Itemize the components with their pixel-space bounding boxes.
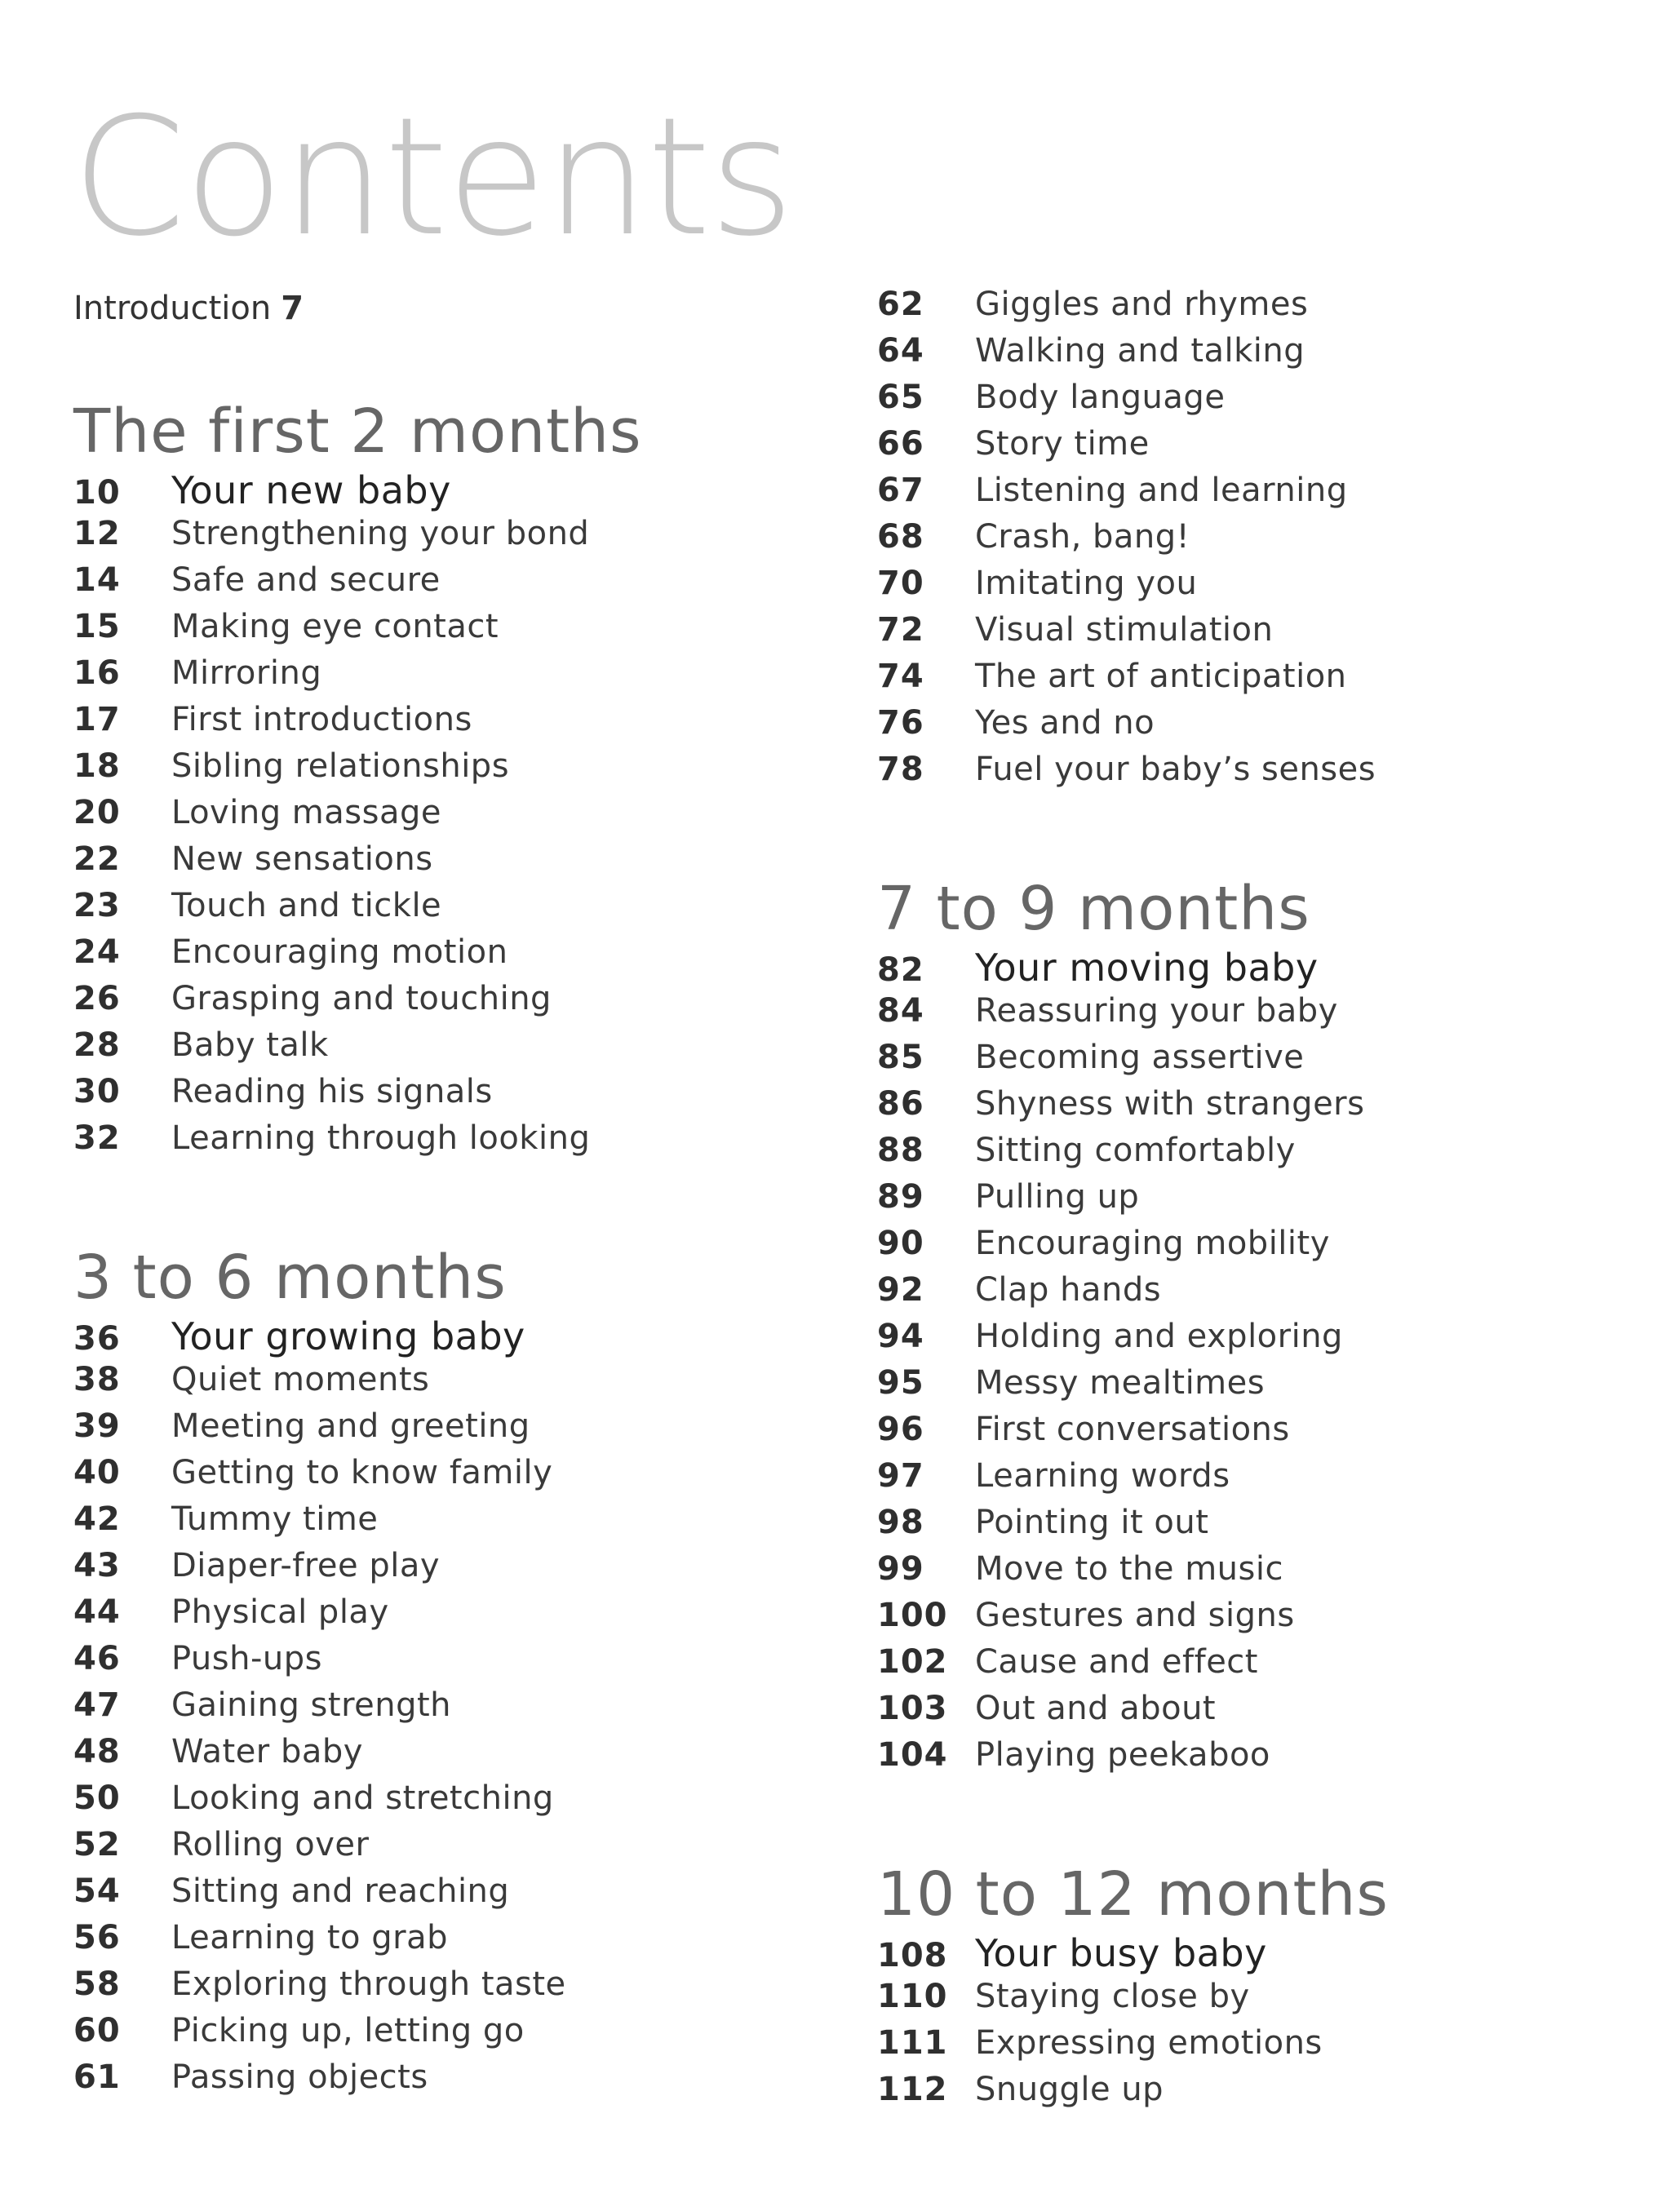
toc-page-number: 92 [877,1271,924,1309]
toc-entry-label: Giggles and rhymes [975,286,1309,323]
toc-page-number: 48 [73,1733,121,1770]
toc-entry-label: Water baby [171,1733,363,1770]
toc-entry[interactable] [73,747,840,794]
toc-entry[interactable] [877,1643,1644,1690]
toc-entry-label: Shyness with strangers [975,1085,1365,1123]
toc-entry[interactable] [73,561,840,608]
toc-entry[interactable] [877,1225,1644,1271]
toc-section [877,872,1644,1783]
toc-entry[interactable] [877,1597,1644,1643]
toc-page-number: 99 [877,1550,924,1588]
toc-entry-label: Encouraging mobility [975,1225,1330,1262]
toc-entry[interactable] [877,2024,1644,2071]
toc-page-number: 96 [877,1411,924,1448]
toc-page-number: 44 [73,1593,121,1631]
toc-entry-label: Walking and talking [975,332,1305,370]
toc-entry-label: Messy mealtimes [975,1364,1266,1402]
toc-entry-label: First introductions [171,701,472,738]
toc-entry[interactable] [73,1314,840,1361]
toc-entry[interactable] [877,1039,1644,1085]
toc-entry[interactable] [877,472,1644,518]
toc-entry-label: Sitting and reaching [171,1872,510,1910]
toc-page-number: 88 [877,1132,924,1169]
toc-entry[interactable] [73,1454,840,1500]
toc-entry-label: Exploring through taste [171,1965,566,2003]
toc-entry-label: Learning to grab [171,1919,448,1956]
toc-entry[interactable] [877,658,1644,704]
toc-page-number: 72 [877,611,924,649]
toc-page-number: 70 [877,565,924,602]
toc-entry[interactable] [73,1500,840,1547]
intro-entry[interactable] [73,287,304,330]
toc-entry-label: Clap hands [975,1271,1162,1309]
toc-section [877,286,1644,797]
toc-entry[interactable] [877,1132,1644,1178]
toc-lead-label: Your growing baby [171,1314,525,1358]
toc-page-number: 67 [877,472,924,509]
toc-page-number: 100 [877,1597,948,1634]
toc-entry[interactable] [73,608,840,654]
toc-entry[interactable] [877,1736,1644,1783]
toc-page-number: 38 [73,1361,121,1398]
toc-entry-label: Story time [975,425,1150,463]
toc-page-number: 24 [73,933,121,971]
toc-entry[interactable] [877,2071,1644,2117]
toc-page-number: 40 [73,1454,121,1491]
toc-entry-label: Reassuring your baby [975,992,1338,1030]
toc-entry-label: Loving massage [171,794,441,831]
toc-page-number: 66 [877,425,924,463]
toc-entry[interactable] [877,1364,1644,1411]
toc-entry-label: Touch and tickle [171,887,442,924]
toc-entry[interactable] [73,1919,840,1965]
toc-entry[interactable] [877,379,1644,425]
toc-page-number: 84 [877,992,924,1030]
toc-entry[interactable] [73,1073,840,1119]
page-title: Contents [72,82,793,273]
toc-entry-label: Holding and exploring [975,1318,1343,1355]
toc-entry[interactable] [877,751,1644,797]
toc-entry-label: Playing peekaboo [975,1736,1270,1774]
toc-entry-label: Becoming assertive [975,1039,1305,1076]
toc-entry-label: Move to the music [975,1550,1283,1588]
toc-page-number: 17 [73,701,121,738]
toc-entry-label: Push-ups [171,1640,322,1677]
toc-page-number: 65 [877,379,924,416]
toc-page-number: 108 [877,1937,948,1974]
toc-entry[interactable] [73,1965,840,2012]
toc-page-number: 36 [73,1320,121,1358]
toc-entry[interactable] [73,1361,840,1407]
toc-entry[interactable] [877,332,1644,379]
section-title: 3 to 6 months [73,1243,507,1313]
toc-entry-label: Reading his signals [171,1073,493,1110]
toc-entry-label: Pulling up [975,1178,1140,1216]
toc-entry-label: Gaining strength [171,1686,452,1724]
toc-entry-label: Learning through looking [171,1119,591,1157]
toc-entry[interactable] [73,1779,840,1826]
toc-page-number: 95 [877,1364,924,1402]
toc-page-number: 23 [73,887,121,924]
left-column [73,395,840,2105]
toc-entry[interactable] [73,2058,840,2105]
right-column [877,286,1644,2117]
toc-entry[interactable] [73,1119,840,1166]
toc-entry-label: Making eye contact [171,608,499,645]
toc-entry[interactable] [877,1085,1644,1132]
toc-page-number: 76 [877,704,924,742]
toc-entry-label: Baby talk [171,1026,329,1064]
toc-entry-label: Visual stimulation [975,611,1274,649]
toc-page-number: 50 [73,1779,121,1817]
toc-page-number: 47 [73,1686,121,1724]
toc-page-number: 61 [73,2058,121,2096]
toc-page-number: 39 [73,1407,121,1445]
toc-entry-label: Physical play [171,1593,389,1631]
toc-section [73,395,840,1166]
toc-page-number: 43 [73,1547,121,1584]
toc-entry-label: Rolling over [171,1826,370,1863]
section-title: 7 to 9 months [877,874,1310,944]
toc-entry[interactable] [73,468,840,515]
toc-entry[interactable] [877,1550,1644,1597]
toc-page-number: 32 [73,1119,121,1157]
toc-entry[interactable] [73,1640,840,1686]
toc-entry-label: Pointing it out [975,1504,1209,1541]
toc-page-number: 16 [73,654,121,692]
toc-entry-label: Quiet moments [171,1361,430,1398]
toc-page-number: 52 [73,1826,121,1863]
toc-page-number: 64 [877,332,924,370]
toc-entry-label: Grasping and touching [171,980,552,1017]
toc-entry-label: Tummy time [171,1500,379,1538]
toc-entry[interactable] [73,1593,840,1640]
toc-lead-label: Your new baby [171,468,451,512]
toc-entry-label: Passing objects [171,2058,428,2096]
toc-entry-label: First conversations [975,1411,1290,1448]
toc-entry-label: Fuel your baby’s senses [975,751,1376,788]
toc-entry[interactable] [877,1457,1644,1504]
toc-entry[interactable] [877,286,1644,332]
toc-entry[interactable] [73,654,840,701]
toc-page-number: 58 [73,1965,121,2003]
toc-entry[interactable] [877,1690,1644,1736]
section-title: 10 to 12 months [877,1859,1389,1930]
toc-entry-label: Safe and secure [171,561,441,599]
toc-entry[interactable] [73,515,840,561]
toc-entry[interactable] [877,1931,1644,1978]
toc-page-number: 78 [877,751,924,788]
toc-page-number: 42 [73,1500,121,1538]
toc-entry[interactable] [73,1407,840,1454]
toc-entry-label: Getting to know family [171,1454,553,1491]
toc-entry-label: Sitting comfortably [975,1132,1296,1169]
toc-entry-label: Expressing emotions [975,2024,1323,2062]
toc-entry[interactable] [877,425,1644,472]
toc-page-number: 15 [73,608,121,645]
toc-entry-label: Strengthening your bond [171,515,590,552]
toc-entry-label: Picking up, letting go [171,2012,525,2049]
toc-entry[interactable] [877,1504,1644,1550]
toc-page-number: 89 [877,1178,924,1216]
toc-page-number: 12 [73,515,121,552]
toc-entry[interactable] [73,701,840,747]
toc-page-number: 85 [877,1039,924,1076]
toc-page-number: 86 [877,1085,924,1123]
toc-entry[interactable] [877,1978,1644,2024]
toc-entry-label: Staying close by [975,1978,1250,2015]
toc-entry[interactable] [877,565,1644,611]
toc-entry-label: Snuggle up [975,2071,1164,2108]
toc-page-number: 56 [73,1919,121,1956]
toc-entry-label: Cause and effect [975,1643,1258,1681]
toc-entry-label: Learning words [975,1457,1230,1495]
toc-entry[interactable] [73,1026,840,1073]
toc-page-number: 98 [877,1504,924,1541]
toc-page-number: 102 [877,1643,948,1681]
toc-entry[interactable] [73,840,840,887]
toc-page-number: 54 [73,1872,121,1910]
toc-entry-label: Diaper-free play [171,1547,441,1584]
toc-page-number: 20 [73,794,121,831]
toc-page-number: 74 [877,658,924,695]
toc-lead-label: Your busy baby [975,1931,1267,1975]
toc-entry[interactable] [73,1733,840,1779]
intro-page-number: 7 [281,290,304,327]
toc-page-number: 111 [877,2024,948,2062]
toc-entry[interactable] [73,1872,840,1919]
toc-entry[interactable] [877,1178,1644,1225]
toc-entry[interactable] [877,1318,1644,1364]
toc-page-number: 104 [877,1736,948,1774]
toc-page-number: 82 [877,951,924,989]
toc-page-number: 103 [877,1690,948,1727]
toc-entry[interactable] [877,611,1644,658]
toc-entry[interactable] [877,1271,1644,1318]
toc-section [73,1241,840,2105]
toc-entry-label: Sibling relationships [171,747,510,785]
intro-label: Introduction [73,290,272,327]
toc-entry-label: Mirroring [171,654,322,692]
toc-entry-label: The art of anticipation [975,658,1347,695]
toc-page-number: 90 [877,1225,924,1262]
toc-entry-label: Looking and stretching [171,1779,554,1817]
toc-entry[interactable] [73,2012,840,2058]
toc-page-number: 28 [73,1026,121,1064]
toc-entry[interactable] [73,980,840,1026]
toc-entry-label: Gestures and signs [975,1597,1295,1634]
toc-entry-label: Crash, bang! [975,518,1190,556]
toc-page-number: 14 [73,561,121,599]
toc-page-number: 18 [73,747,121,785]
toc-page-number: 62 [877,286,924,323]
toc-entry-label: Meeting and greeting [171,1407,530,1445]
toc-page-number: 60 [73,2012,121,2049]
toc-page-number: 112 [877,2071,948,2108]
toc-entry[interactable] [73,794,840,840]
toc-page-number: 110 [877,1978,948,2015]
toc-page-number: 94 [877,1318,924,1355]
toc-entry[interactable] [877,992,1644,1039]
toc-page-number: 30 [73,1073,121,1110]
toc-entry[interactable] [73,1686,840,1733]
toc-entry[interactable] [877,1411,1644,1457]
toc-entry-label: New sensations [171,840,433,878]
toc-lead-label: Your moving baby [975,946,1319,990]
toc-page-number: 97 [877,1457,924,1495]
toc-entry[interactable] [877,518,1644,565]
toc-page-number: 46 [73,1640,121,1677]
section-title: The first 2 months [73,397,642,467]
toc-entry-label: Listening and learning [975,472,1348,509]
toc-page-number: 68 [877,518,924,556]
toc-entry-label: Imitating you [975,565,1198,602]
toc-page-number: 10 [73,474,121,512]
toc-page-number: 22 [73,840,121,878]
toc-entry-label: Yes and no [975,704,1155,742]
toc-entry[interactable] [877,704,1644,751]
toc-page-number: 26 [73,980,121,1017]
toc-entry-label: Out and about [975,1690,1217,1727]
toc-entry-label: Body language [975,379,1226,416]
toc-entry[interactable] [73,887,840,933]
toc-section [877,1858,1644,2117]
toc-entry[interactable] [73,1826,840,1872]
toc-entry[interactable] [73,1547,840,1593]
toc-entry[interactable] [73,933,840,980]
toc-entry-label: Encouraging motion [171,933,508,971]
toc-entry[interactable] [877,946,1644,992]
